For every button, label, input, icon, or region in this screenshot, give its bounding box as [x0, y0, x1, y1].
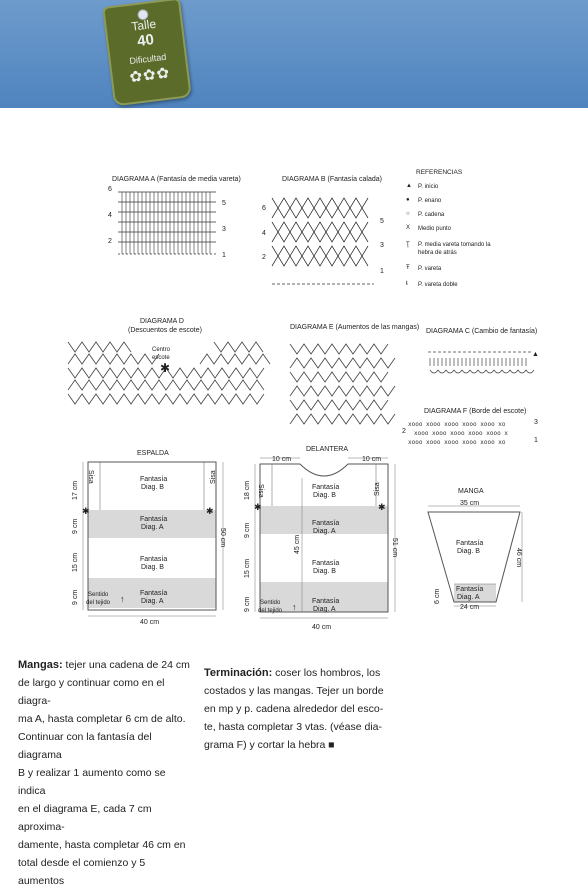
diagram-f-row-1: 1: [534, 437, 538, 444]
diagram-b-row-3: 3: [380, 242, 384, 249]
term-line-5: grama F) y cortar la hebra ■: [204, 739, 335, 751]
delantera-top-right: 10 cm: [362, 456, 382, 463]
svg-text:▲: ▲: [532, 351, 539, 358]
diagram-a-row-2: 2: [108, 238, 112, 245]
diagram-e-title: DIAGRAMA E (Aumentos de las mangas): [290, 324, 420, 331]
svg-text:xooo xooo xooo xooo xooo xo: xooo xooo xooo xooo xooo xo: [408, 439, 506, 446]
delantera-dim-9a: 9 cm: [244, 522, 251, 538]
mangas-label: Mangas:: [18, 659, 63, 671]
mangas-line-8: total desde el comienzo y 5 aumentos: [18, 857, 146, 887]
svg-text:✱: ✱: [378, 502, 386, 512]
delantera-diag-a2: Diag. A: [313, 606, 336, 613]
ref-medio-punto-icon: X: [406, 225, 411, 231]
ref-vareta-doble-icon: ŧ: [406, 281, 408, 287]
svg-text:✱: ✱: [82, 506, 90, 516]
ref-cadena: P. cadena: [418, 212, 445, 218]
diagram-b-row-1: 1: [380, 268, 384, 275]
svg-text:xooo xooo xooo xooo xooo xo: xooo xooo xooo xooo xooo xo: [408, 421, 506, 428]
delantera-dim-15: 15 cm: [244, 558, 251, 578]
espalda-sisa-left: Sisa: [87, 470, 94, 484]
header-band: [0, 0, 588, 108]
terminacion-paragraph: [204, 664, 384, 754]
diagram-b-row-6: 6: [262, 205, 266, 212]
espalda-fantasia-a: Fantasía: [140, 516, 168, 523]
delantera-fantasia-a2: Fantasía: [312, 598, 340, 605]
espalda-fantasia-b: Fantasía: [140, 476, 168, 483]
ref-vareta-doble: P. vareta doble: [418, 282, 458, 288]
delantera-top-left: 10 cm: [272, 456, 292, 463]
espalda-width: 40 cm: [140, 619, 160, 626]
sentido-arrow-icon: ↑: [120, 594, 125, 604]
espalda-diag-b: Diag. B: [141, 484, 164, 491]
diagram-a-row-3: 3: [222, 226, 226, 233]
svg-text:xooo xooo xooo xooo xooo x: xooo xooo xooo xooo xooo x: [414, 430, 508, 437]
diagram-c-chart: [424, 340, 540, 384]
manga-title: MANGA: [458, 488, 484, 495]
delantera-dim-18: 18 cm: [244, 480, 251, 500]
delantera-sentido: Sentido: [260, 600, 281, 606]
term-line-3: en mp y p. cadena alrededor del esco-: [204, 703, 384, 715]
diagram-b-title: DIAGRAMA B (Fantasía calada): [282, 176, 382, 183]
manga-dim-46: 46 cm: [515, 548, 522, 568]
espalda-dim-9b: 9 cm: [72, 589, 79, 605]
size-tag: [102, 0, 192, 106]
svg-text:✱: ✱: [254, 502, 262, 512]
diagram-a-row-1: 1: [222, 252, 226, 259]
mangas-paragraph: [18, 656, 193, 890]
espalda-fantasia-b2: Fantasía: [140, 556, 168, 563]
diagram-b-row-5: 5: [380, 218, 384, 225]
diagram-e-chart: [286, 334, 404, 430]
diagram-d-chart: [64, 330, 270, 410]
term-line-4: te, hasta completar 3 vtas. (véase dia-: [204, 721, 383, 733]
svg-text:✱: ✱: [160, 361, 171, 375]
espalda-del-tejido: del tejido: [86, 600, 111, 606]
ref-cadena-icon: ○: [406, 211, 410, 217]
espalda-dim-15: 15 cm: [72, 552, 79, 572]
ref-media-vareta: P. media vareta tomando la hebra de atrás: [418, 242, 491, 256]
mangas-line-2: de largo y continuar como en el diagra-: [18, 677, 165, 707]
mangas-line-3: ma A, hasta completar 6 cm de alto.: [18, 713, 186, 725]
terminacion-label: Terminación:: [204, 667, 273, 679]
delantera-width: 40 cm: [312, 624, 332, 631]
mangas-line-5: B y realizar 1 aumento como se indica: [18, 767, 166, 797]
delantera-diag-b2: Diag. B: [313, 568, 336, 575]
delantera-sisa-left: Sisa: [257, 484, 264, 498]
espalda-diag-a: Diag. A: [141, 524, 164, 531]
manga-diag-a: Diag. A: [457, 594, 480, 601]
diagram-f-title: DIAGRAMA F (Borde del escote): [424, 408, 527, 415]
diagram-f-chart: [406, 418, 534, 450]
size-label: Talle: [130, 16, 157, 34]
diagram-b-chart: [268, 188, 380, 293]
difficulty-label: Dificultad: [128, 51, 167, 67]
delantera-sisa-right: Sisa: [374, 482, 381, 496]
diagram-a-row-4: 4: [108, 212, 112, 219]
delantera-schematic: [252, 454, 402, 622]
manga-fantasia-b: Fantasía: [456, 540, 484, 547]
ref-enano-icon: ●: [406, 197, 410, 203]
diagram-f-row-2: 2: [402, 428, 406, 435]
manga-fantasia-a: Fantasía: [456, 586, 484, 593]
ref-medio-punto: Medio punto: [418, 226, 452, 232]
diagram-a-row-5: 5: [222, 200, 226, 207]
diagram-b-row-2: 2: [262, 254, 266, 261]
espalda-fantasia-a2: Fantasía: [140, 590, 168, 597]
ref-vareta-icon: Ŧ: [406, 265, 410, 271]
delantera-dim-45: 45 cm: [294, 534, 301, 554]
manga-bottom: 24 cm: [460, 604, 480, 611]
manga-dim-6: 6 cm: [434, 588, 441, 604]
espalda-dim-50: 50 cm: [219, 528, 226, 548]
diagram-a-title: DIAGRAMA A (Fantasía de media vareta): [112, 176, 241, 183]
delantera-fantasia-b: Fantasía: [312, 484, 340, 491]
espalda-dim-9a: 9 cm: [72, 518, 79, 534]
diagram-d-title: DIAGRAMA D: [140, 318, 184, 325]
ref-vareta: P. vareta: [418, 266, 442, 272]
espalda-dim-17: 17 cm: [72, 480, 79, 500]
delantera-fantasia-b2: Fantasía: [312, 560, 340, 567]
delantera-del-tejido: del tejido: [258, 608, 283, 614]
references-title: REFERENCIAS: [416, 169, 463, 176]
ref-inicio: P. inicio: [418, 184, 439, 190]
svg-text:✱: ✱: [206, 506, 214, 516]
espalda-sentido: Sentido: [88, 592, 109, 598]
mangas-line-4: Continuar con la fantasía del diagrama: [18, 731, 152, 761]
size-value: 40: [136, 31, 155, 51]
delantera-sentido-arrow-icon: ↑: [292, 602, 297, 612]
delantera-diag-b: Diag. B: [313, 492, 336, 499]
delantera-diag-a: Diag. A: [313, 528, 336, 535]
diagram-b-row-4: 4: [262, 230, 266, 237]
delantera-title: DELANTERA: [306, 446, 349, 453]
term-line-2: costados y las mangas. Tejer un borde: [204, 685, 384, 697]
espalda-sisa-right: Sisa: [210, 470, 217, 484]
diagram-d-centro: Centro: [152, 347, 171, 353]
espalda-diag-a2: Diag. A: [141, 598, 164, 605]
espalda-title: ESPALDA: [137, 450, 169, 457]
delantera-fantasia-a: Fantasía: [312, 520, 340, 527]
ref-media-vareta-icon: Ţ: [406, 242, 410, 248]
diagram-a-chart: [112, 186, 222, 266]
diagram-d-escote: escote: [152, 355, 170, 361]
mangas-line-6: en el diagrama E, cada 7 cm aproxima-: [18, 803, 152, 833]
delantera-dim-51: 51 cm: [391, 538, 398, 558]
manga-diag-b: Diag. B: [457, 548, 480, 555]
delantera-dim-9b: 9 cm: [244, 596, 251, 612]
mangas-line-7: damente, hasta completar 46 cm en: [18, 839, 186, 851]
term-line-1: coser los hombros, los: [272, 667, 381, 679]
diagram-d-subtitle: (Descuentos de escote): [128, 327, 202, 334]
mangas-line-1: tejer una cadena de 24 cm: [62, 659, 190, 671]
manga-top: 35 cm: [460, 500, 480, 507]
difficulty-icons: ✿✿✿: [128, 64, 172, 87]
espalda-diag-b2: Diag. B: [141, 564, 164, 571]
diagram-a-row-6: 6: [108, 186, 112, 193]
ref-enano: P. enano: [418, 198, 442, 204]
diagram-c-title: DIAGRAMA C (Cambio de fantasía): [426, 328, 538, 335]
ref-inicio-icon: ▲: [406, 183, 412, 189]
diagram-f-row-3: 3: [534, 419, 538, 426]
